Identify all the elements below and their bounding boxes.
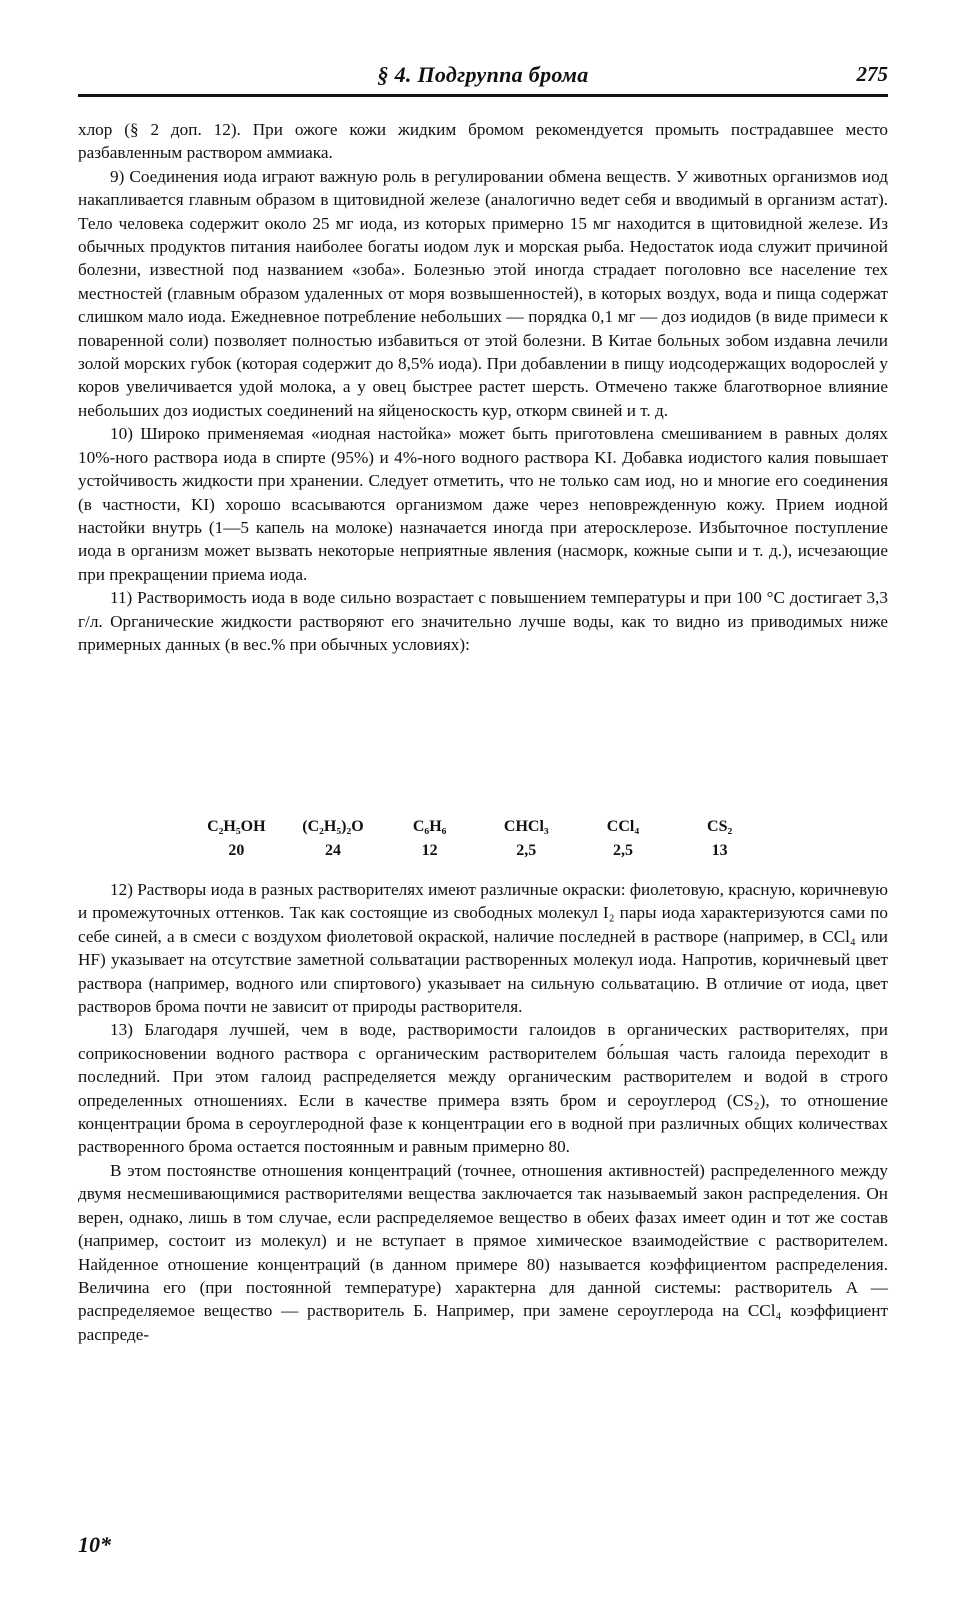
solvent-cell: C₂H₅OH xyxy=(207,818,266,835)
solubility-value: 2,5 xyxy=(516,842,537,859)
solubility-value: 20 xyxy=(228,842,245,859)
solvent-row xyxy=(188,815,768,839)
solubility-value: 13 xyxy=(711,842,728,859)
section-title: § 4. Подгруппа брома xyxy=(377,62,589,87)
signature-mark: 10* xyxy=(78,1532,111,1557)
running-header xyxy=(78,60,888,90)
paragraph-note-10: 10) Широко применяемая «иодная настойка» может быть приготовлена смешиванием в равных долях 10%-ного раствора иода в спирте (95%) и 4%-ного водного раствора KI. Добавка иодистого калия повышает устойчивость жидкости при хранении. Следует отметить, что не только сам иод, но и многие его соединения (в частности, KI) хорошо всасываются организмом даже через неповрежденную кожу. Прием иодной настойки внутрь (1—5 капель на молоке) назначается иногда при атеросклерозе. Избыточное поступление иода в организм может вызвать некоторые неприятные явления (насморк, кожные сыпи и т. д.), исчезающие при прекращении приема иода. xyxy=(78,424,888,584)
body-text-top xyxy=(78,118,888,656)
solvent-cell: CHCl₃ xyxy=(503,818,549,835)
body-text-bottom xyxy=(78,878,888,1346)
solubility-value: 12 xyxy=(421,842,438,859)
solubility-value-row xyxy=(188,839,768,863)
solvent-cell: CS₂ xyxy=(707,818,733,835)
solvent-cell: C₆H₆ xyxy=(412,818,447,835)
solubility-table xyxy=(188,815,768,863)
paragraph-distribution-law: В этом постоянстве отношения концентраций (точнее, отношения активностей) распределенного между двумя несмешивающимися растворителями вещества заключается так называемый закон распределения. Он верен, однако, лишь в том случае, если распределяемое вещество в обеих фазах имеет один и тот же состав (например, состоит из молекул) и не вступает в прямое химическое взаимодействие с растворителем. Найденное отношение концентраций (в данном примере 80) называется коэффициентом распределения. Величина его (при постоянной температуре) характерна для данной системы: растворитель A — распределяемое вещество — растворитель Б. Например, при замене сероуглерода на CCl₄ коэффициент распреде- xyxy=(78,1160,888,1344)
paragraph-note-13: 13) Благодаря лучшей, чем в воде, растворимости галоидов в органических растворителях, при соприкосновении водного раствора с органическим растворителем бо́льшая часть галоида переходит в последний. При этом галоид распределяется между органическим растворителем и водой в строго определенных отношениях. Если в качестве примера взять бром и сероуглерод (CS₂), то отношение концентрации брома в сероуглеродной фазе к концентрации его в водной при различных общих количествах растворенного брома остается постоянным и равным примерно 80. xyxy=(78,1020,888,1157)
page-number: 275 xyxy=(856,62,888,86)
solubility-value: 2,5 xyxy=(612,842,633,859)
header-rule xyxy=(78,94,888,97)
paragraph-continuation: хлор (§ 2 доп. 12). При ожоге кожи жидким бромом рекомендуется промыть пострадавшее место разбавленным раствором аммиака. xyxy=(78,120,888,163)
solubility-value: 24 xyxy=(324,842,341,859)
paragraph-note-9: 9) Соединения иода играют важную роль в регулировании обмена веществ. У животных организмов иод накапливается главным образом в щитовидной железе (аналогично ведет себя и вводимый в организм астат). Тело человека содержит около 25 мг иода, из которых примерно 15 мг находится в щитовидной железе. Из обычных продуктов питания наиболее богаты иодом лук и морская рыба. Недостаток иода служит причиной болезни, известной под названием «зоба». Болезнью этой иногда страдает поголовно все население тех местностей (главным образом удаленных от моря возвышенностей), в которых воздух, вода и пища содержат слишком мало иода. Ежедневное потребление небольших — порядка 0,1 мг — доз иодидов (в виде примеси к поваренной соли) позволяет полностью избавиться от этой болезни. В Китае больных зобом издавна лечили золой морских губок (которая содержит до 8,5% иода). При добавлении в пищу иодсодержащих водорослей у коров увеличивается удой молока, а у овец быстрее растет шерсть. Отмечено также благотворное влияние небольших доз иодистых соединений на яйценоскость кур, откорм свиней и т. д. xyxy=(78,166,888,420)
paragraph-note-12: 12) Растворы иода в разных растворителях имеют различные окраски: фиолетовую, красную, коричневую и промежуточных оттенков. Так как состоящие из свободных молекул I₂ пары иода характеризуются сами по себе синей, а в смеси с воздухом фиолетовой окраской, наличие последней в растворе (например, в CCl₄ или HF) указывает на отсутствие заметной сольватации растворенных молекул иода. Напротив, коричневый цвет раствора (например, водного или спиртового) указывает на сильную сольватацию. В отличие от иода, цвет растворов брома почти не зависит от природы растворителя. xyxy=(78,880,888,1017)
solvent-cell: (C₂H₅)₂O xyxy=(302,818,364,835)
solvent-cell: CCl₄ xyxy=(606,818,640,835)
paragraph-note-11: 11) Растворимость иода в воде сильно возрастает с повышением температуры и при 100 °С достигает 3,3 г/л. Органические жидкости растворяют его значительно лучше воды, как то видно из приводимых ниже примерных данных (в вес.% при обычных условиях): xyxy=(78,588,888,654)
